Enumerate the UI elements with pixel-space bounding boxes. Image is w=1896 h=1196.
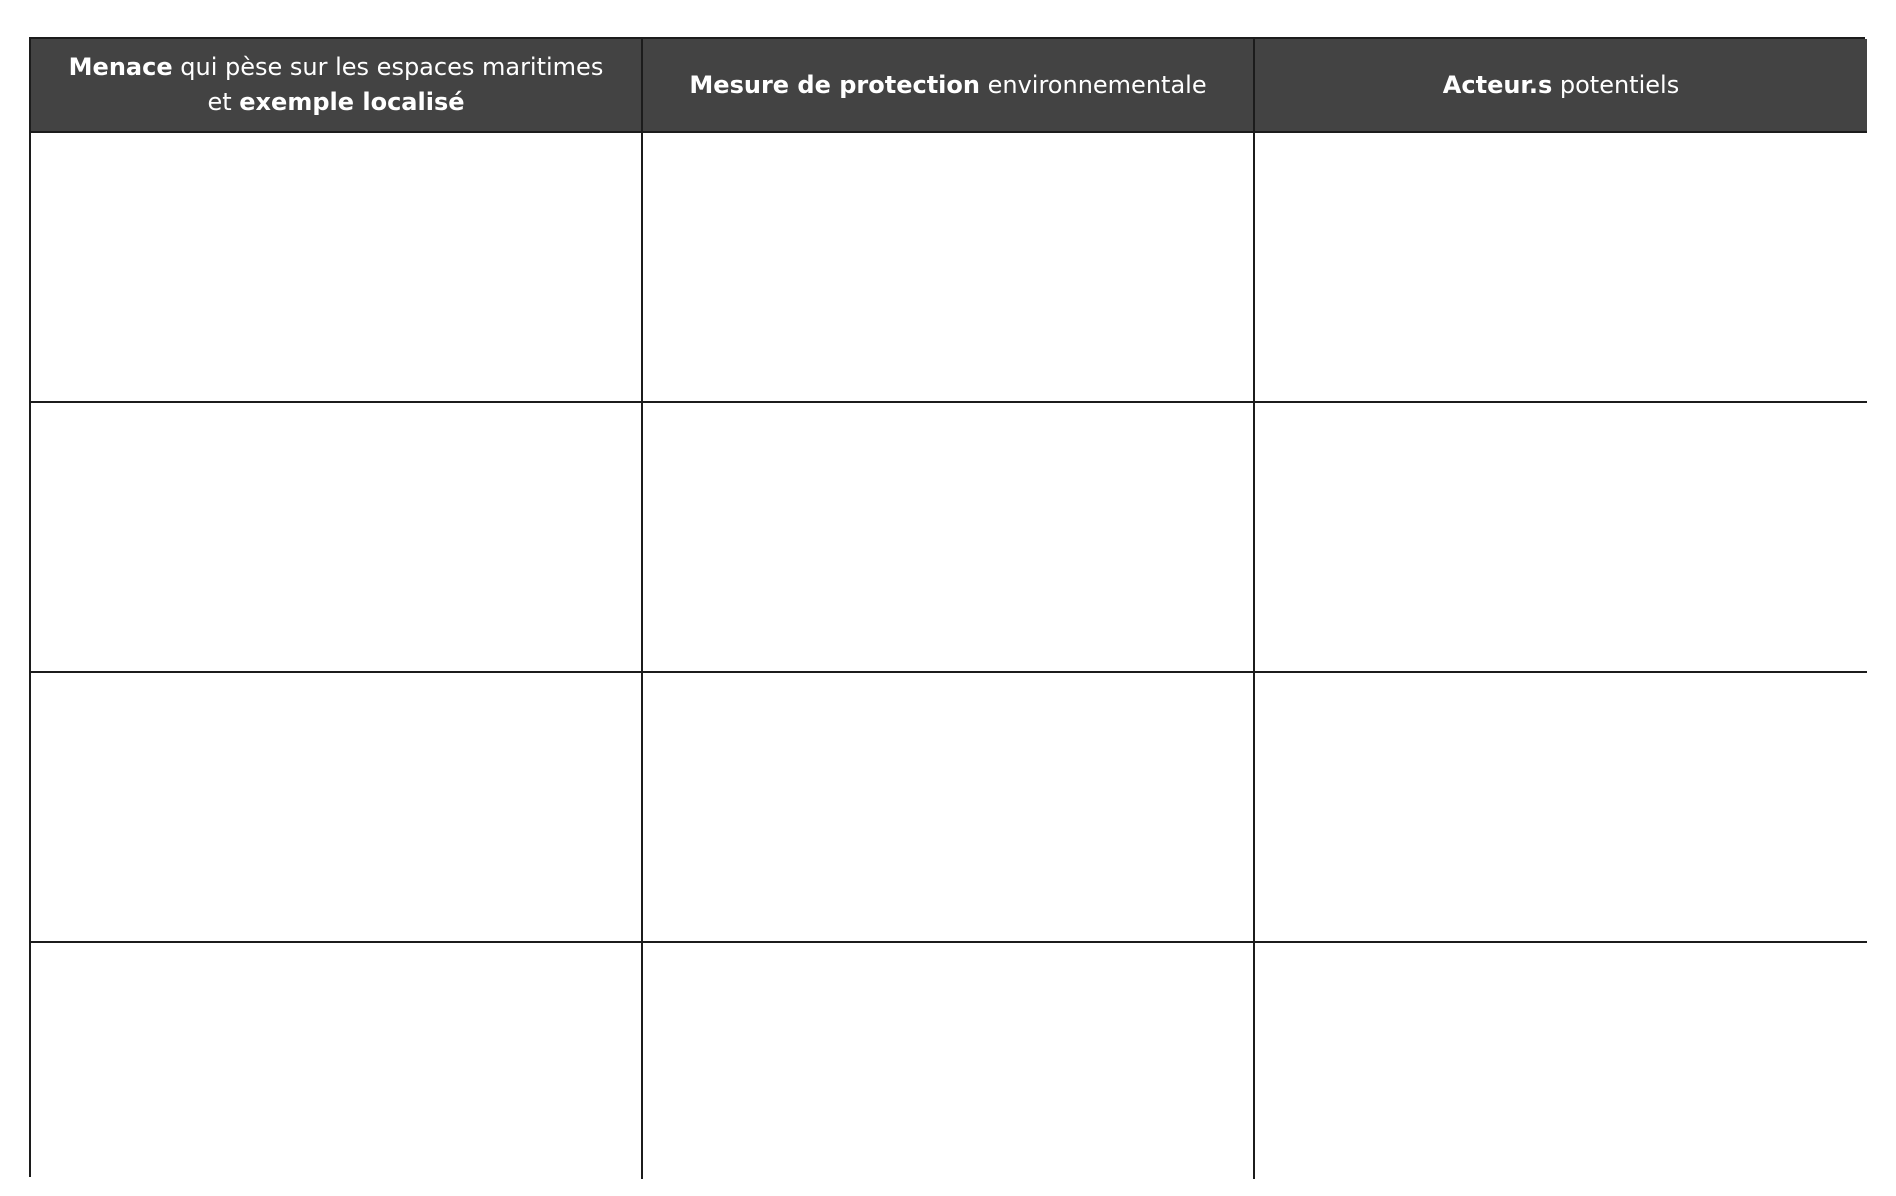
header-mesure	[643, 39, 1255, 133]
header-acteurs	[1255, 39, 1867, 133]
cell-mesure[interactable]	[643, 943, 1255, 1179]
cell-menace[interactable]	[31, 403, 643, 673]
header-menace	[31, 39, 643, 133]
header-menace-text: qui pèse sur les espaces maritimes et	[172, 53, 604, 116]
worksheet-table	[29, 37, 1865, 1177]
header-mesure-bold: Mesure de protection	[689, 70, 980, 99]
cell-menace[interactable]	[31, 133, 643, 403]
cell-mesure[interactable]	[643, 673, 1255, 943]
header-menace-example: exemple localisé	[239, 88, 465, 116]
cell-acteurs[interactable]	[1255, 673, 1867, 943]
header-mesure-text: environnementale	[979, 70, 1207, 99]
cell-mesure[interactable]	[643, 133, 1255, 403]
cell-menace[interactable]	[31, 943, 643, 1179]
cell-acteurs[interactable]	[1255, 943, 1867, 1179]
header-acteurs-text: potentiels	[1552, 70, 1680, 99]
header-menace-bold: Menace	[68, 53, 173, 81]
cell-mesure[interactable]	[643, 403, 1255, 673]
cell-menace[interactable]	[31, 673, 643, 943]
cell-acteurs[interactable]	[1255, 133, 1867, 403]
cell-acteurs[interactable]	[1255, 403, 1867, 673]
header-acteurs-bold: Acteur.s	[1442, 70, 1553, 99]
